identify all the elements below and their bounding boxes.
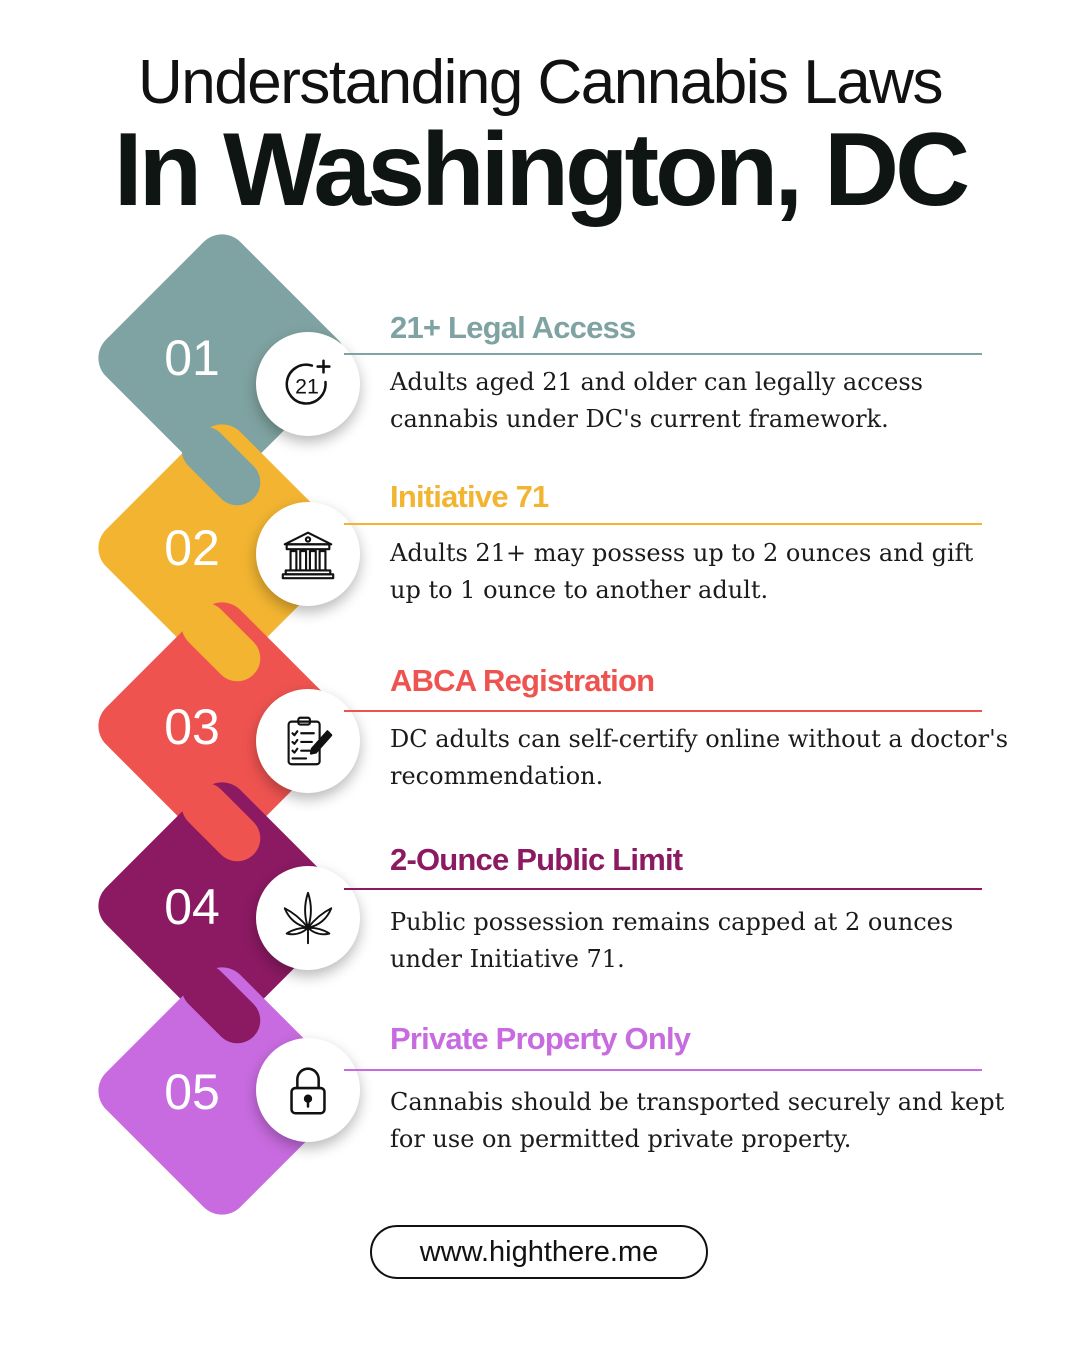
- item-number-04: 04: [164, 879, 220, 935]
- age-icon-text: 21: [295, 374, 319, 399]
- item-number-03: 03: [164, 699, 220, 755]
- age-21-plus-icon: [256, 332, 360, 436]
- item-rule-02: [344, 523, 982, 525]
- item-title-01: 21+ Legal Access: [390, 310, 636, 345]
- item-description-05: Cannabis should be transported securely and kept for use on permitted private property.: [390, 1088, 1005, 1153]
- item-rule-03: [344, 710, 982, 712]
- item-title-05: Private Property Only: [390, 1021, 691, 1056]
- government-building-icon: [256, 502, 360, 606]
- padlock-icon: [256, 1038, 360, 1142]
- item-description-02: Adults 21+ may possess up to 2 ounces and gift up to 1 ounce to another adult.: [390, 539, 974, 604]
- item-description-04: Public possession remains capped at 2 ounces under Initiative 71.: [390, 908, 954, 973]
- item-title-04: 2-Ounce Public Limit: [390, 842, 683, 877]
- item-rule-05: [344, 1069, 982, 1071]
- clipboard-checklist-icon: [256, 689, 360, 793]
- title-line-1: Understanding Cannabis Laws: [138, 48, 942, 117]
- title-line-2: In Washington, DC: [113, 112, 967, 228]
- cannabis-leaf-icon: [256, 866, 360, 970]
- item-title-03: ABCA Registration: [390, 663, 655, 698]
- item-description-03: DC adults can self-certify online without a doctor's recommendation.: [390, 725, 1009, 790]
- item-number-01: 01: [164, 330, 220, 386]
- item-rule-01: [344, 353, 982, 355]
- item-number-05: 05: [164, 1064, 220, 1120]
- item-number-02: 02: [164, 520, 220, 576]
- item-description-01: Adults aged 21 and older can legally access cannabis under DC's current framework.: [390, 368, 923, 433]
- item-title-02: Initiative 71: [390, 479, 549, 514]
- item-rule-04: [344, 888, 982, 890]
- website-url-link[interactable]: www.highthere.me: [370, 1225, 708, 1279]
